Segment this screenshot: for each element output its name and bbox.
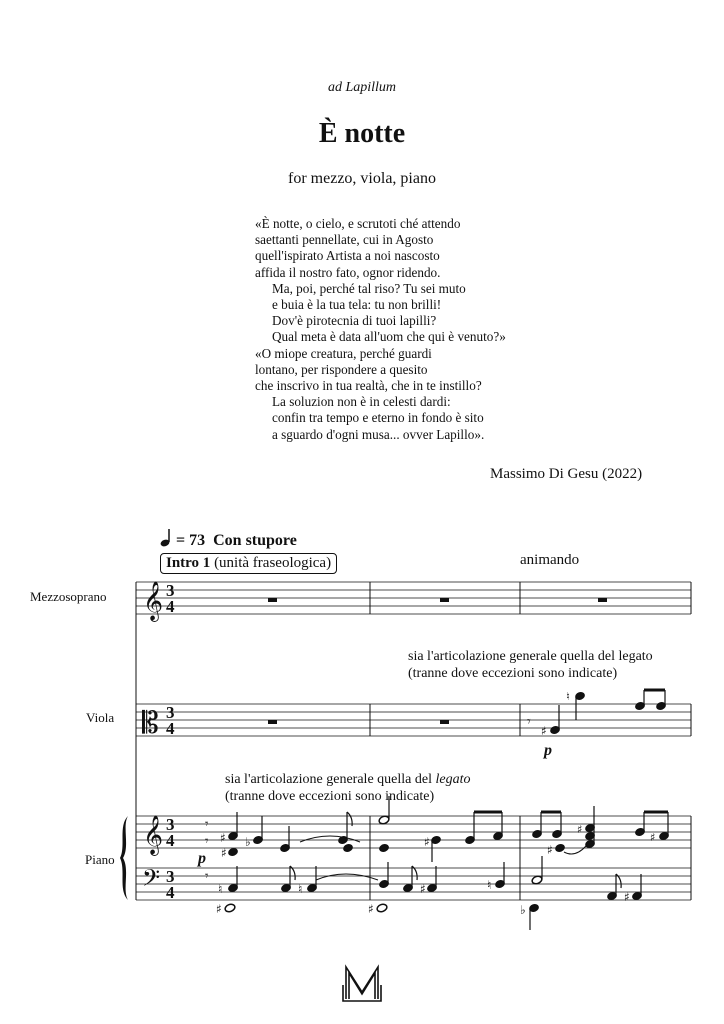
page-title: È notte [318,118,406,149]
poem-line: lontano, per rispondere a quesito [255,361,428,377]
svg-text:♯: ♯ [424,835,430,849]
poem-line: a sguardo d'ogni musa... ovver Lapillo». [272,426,485,442]
tempo-value: = 73 [176,532,206,549]
svg-text:3: 3 [166,815,175,834]
svg-text:♯: ♯ [577,823,583,836]
piano-note-prefix: sia l'articolazione generale quella del [225,772,436,787]
svg-text:4: 4 [166,831,175,850]
poem-line: Ma, poi, perché tal riso? Tu sei muto [272,280,466,296]
piano-note-italic: legato [435,772,471,787]
dedication: ad Lapillum [327,80,397,95]
publisher-logo-icon [343,967,381,1001]
svg-text:3: 3 [166,867,175,886]
svg-text:♮: ♮ [487,878,492,892]
poem-line: affida il nostro fato, ognor ridendo. [255,264,441,280]
svg-text:♯: ♯ [547,843,553,857]
svg-text:♯: ♯ [368,902,374,916]
piano-brace [120,816,128,900]
svg-text:3: 3 [166,581,175,600]
svg-text:4: 4 [166,719,175,738]
svg-text:♯: ♯ [221,846,227,860]
svg-text:♯: ♯ [220,831,226,845]
svg-text:4: 4 [166,883,175,902]
poem-line: Qual meta è data all'uom che qui è venuto?» [272,329,506,345]
dynamic-mark-piano: p [198,850,206,867]
viola-note-line: sia l'articolazione generale quella del legato [408,649,653,664]
alto-clef-icon: 𝄡 [142,706,159,741]
treble-clef-icon: 𝄞 [143,815,164,855]
instrument-label-piano: Piano [85,852,115,867]
svg-text:♯: ♯ [420,882,426,896]
tempo-text: Con stupore [213,532,297,549]
svg-text:𝄾: 𝄾 [205,817,209,832]
poem-line: La soluzion non è in celesti dardi: [272,394,451,410]
rehearsal-label: Intro 1 [166,555,211,571]
svg-text:♯: ♯ [624,890,630,904]
poem-line: «O miope creatura, perché guardi [255,345,432,361]
svg-text:♯: ♯ [650,831,656,844]
poem-line: quell'ispirato Artista a noi nascosto [255,248,440,264]
dynamic-mark-viola: p [544,742,552,759]
instrument-label-mezzo: Mezzosoprano [30,589,107,604]
svg-text:3: 3 [166,703,175,722]
svg-text:𝄾: 𝄾 [527,714,531,730]
svg-text:♯: ♯ [216,902,222,916]
animando-marking: animando [520,552,580,568]
poem-line: «È notte, o cielo, e scrutoti ché attendo [255,216,461,231]
poem-line: che inscrivo in tua realtà, che in te instillo? [255,378,482,394]
svg-text:♮: ♮ [298,882,303,896]
svg-text:♯: ♯ [541,724,547,738]
svg-text:♭: ♭ [520,903,526,917]
subtitle: for mezzo, viola, piano [288,170,436,187]
rehearsal-subtitle: (unità fraseologica) [214,555,332,571]
viola-note-line: (tranne dove eccezioni sono indicate) [408,666,618,681]
poem-line: saettanti pennellate, cui in Agosto [255,232,434,248]
svg-text:𝄾: 𝄾 [205,869,209,884]
svg-text:♭: ♭ [245,835,251,849]
bass-clef-icon: 𝄢 [142,864,161,897]
svg-text:♮: ♮ [566,690,570,703]
mezzo-staff [136,582,691,614]
poem-line: e buia è la tua tela: tu non brilli! [272,297,442,313]
poem-line: confin tra tempo e eterno in fondo è sito [272,410,484,426]
svg-text:♮: ♮ [218,882,223,896]
viola-staff [136,704,691,736]
instrument-label-viola: Viola [86,710,115,725]
poem-line: Dov'è pirotecnia di tuoi lapilli? [272,313,437,329]
svg-text:𝄾: 𝄾 [205,834,209,849]
treble-clef-icon: 𝄞 [143,581,164,621]
piano-note-line: (tranne dove eccezioni sono indicate) [225,789,435,804]
svg-text:4: 4 [166,597,175,616]
author-credit: Massimo Di Gesu (2022) [490,466,643,482]
